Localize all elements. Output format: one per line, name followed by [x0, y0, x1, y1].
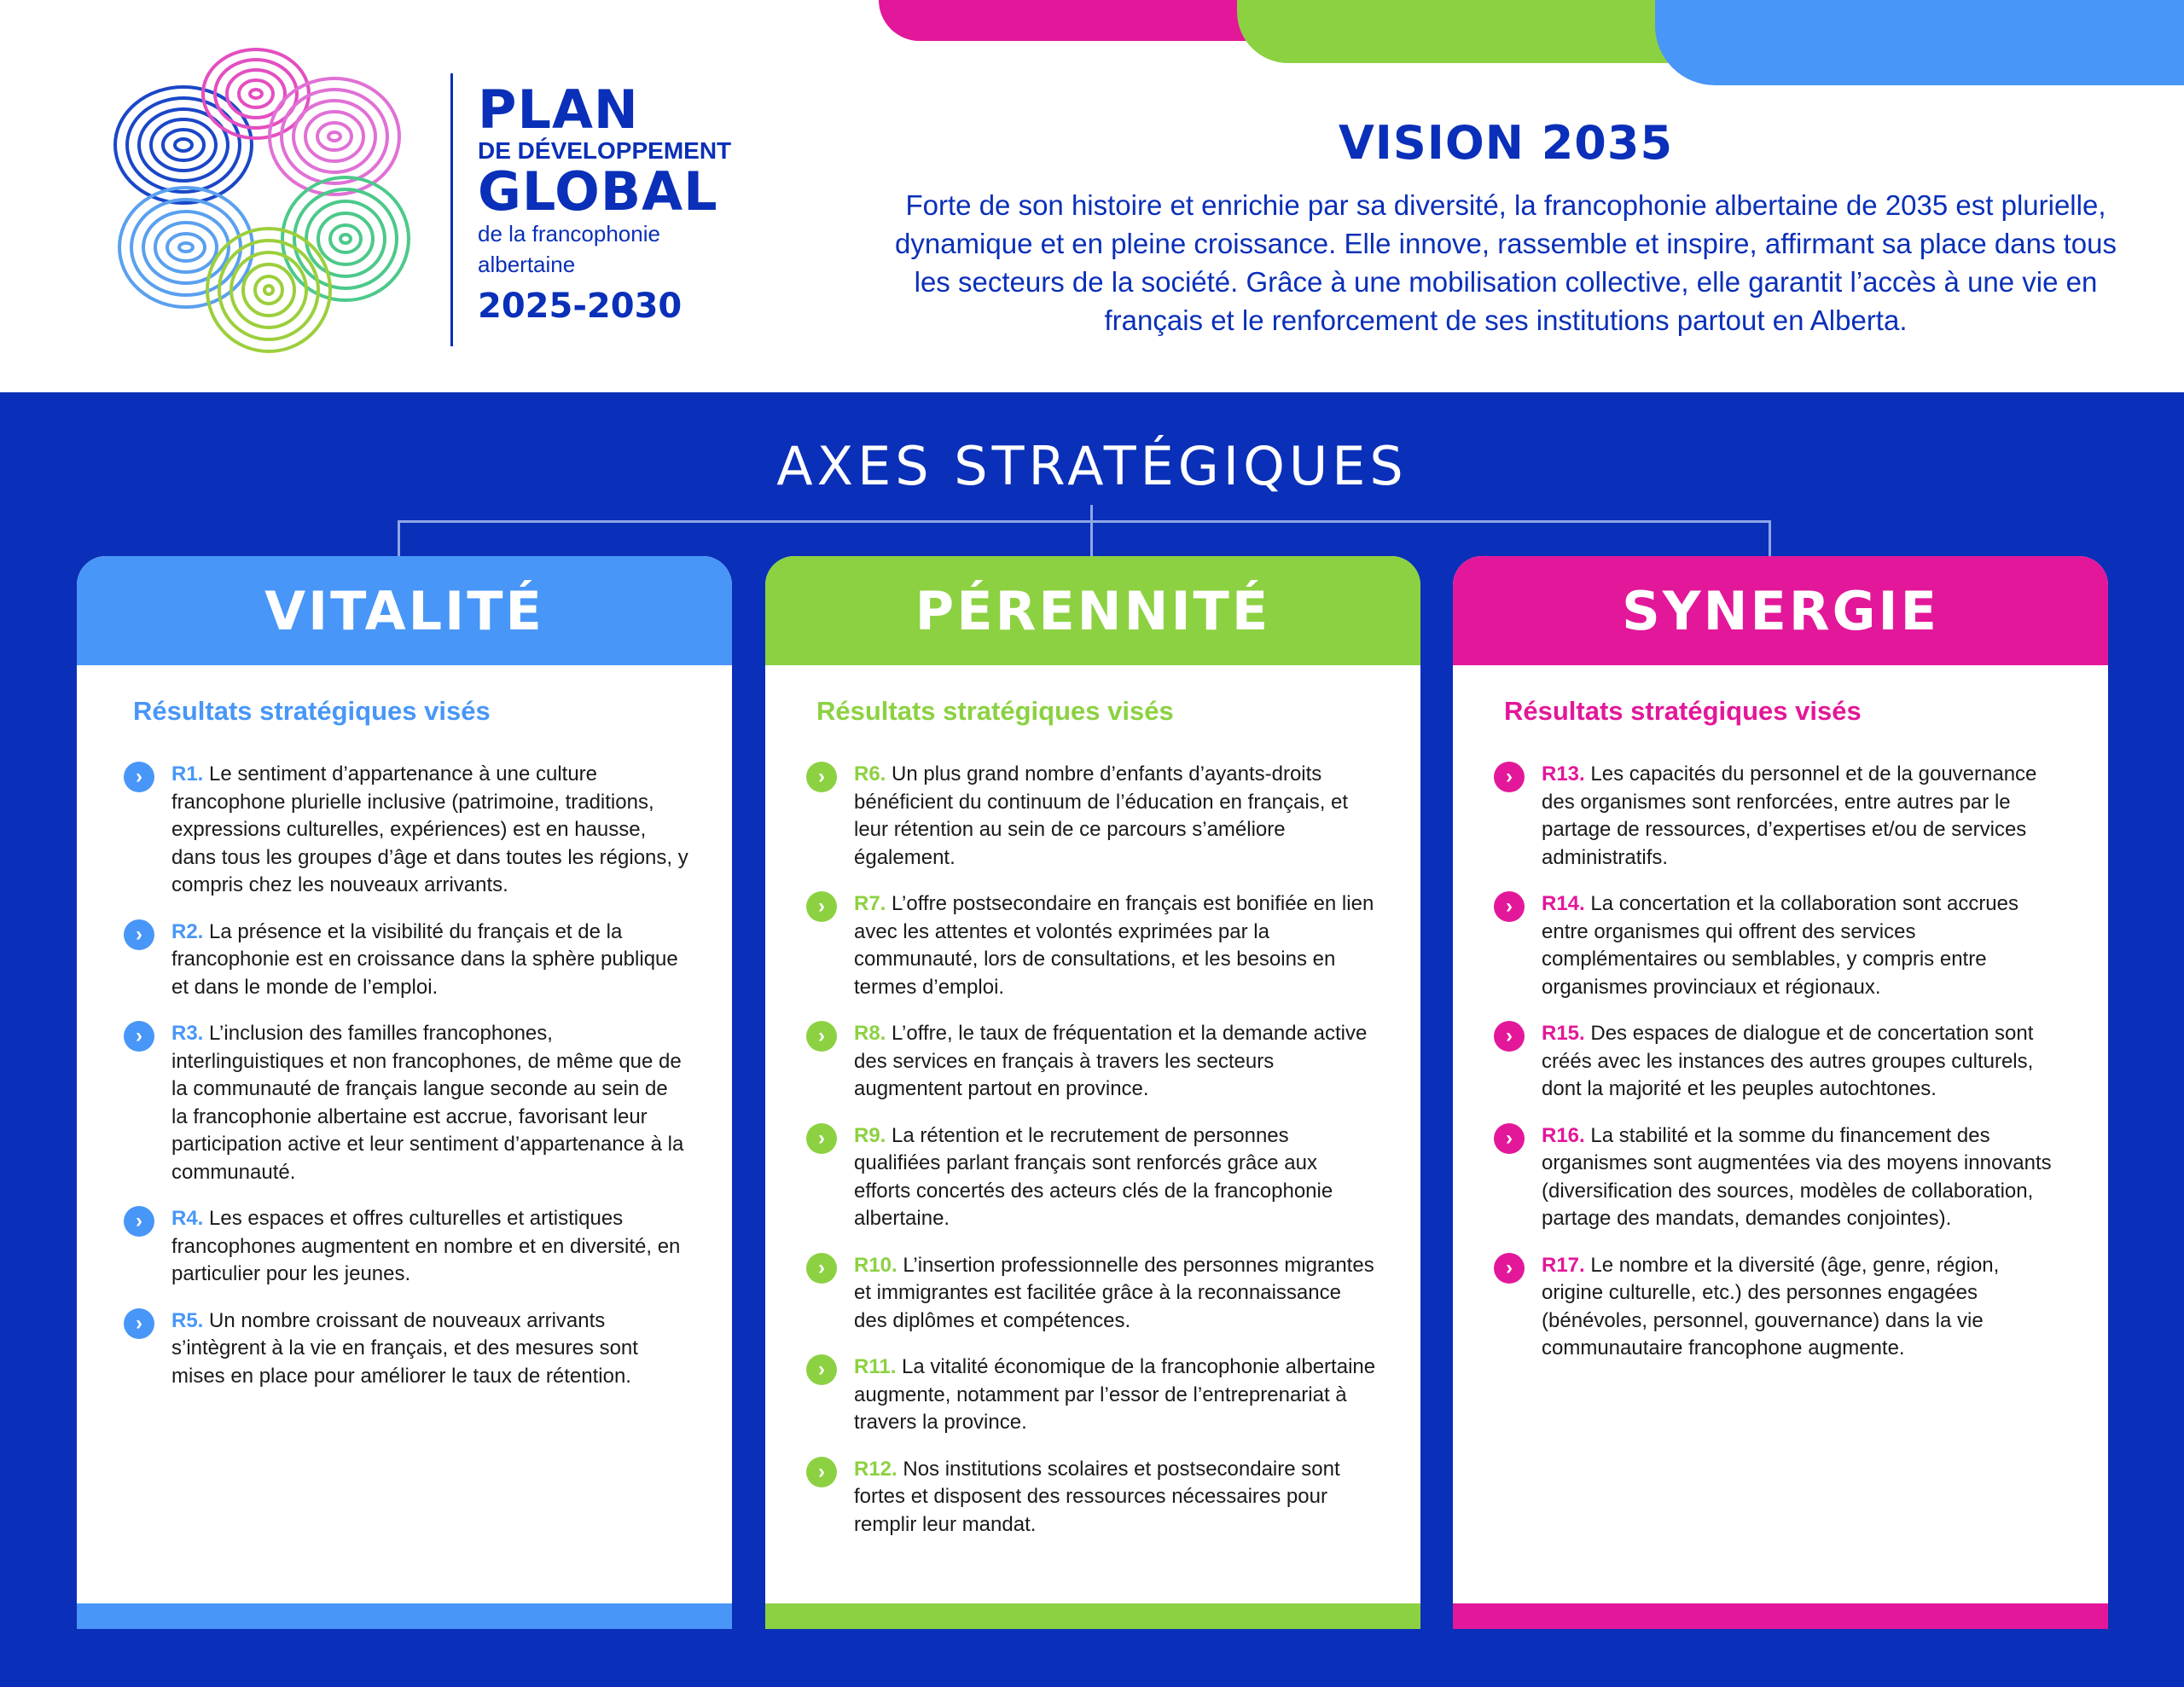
- result-code: R9.: [854, 1123, 886, 1147]
- card-perennite: [765, 556, 1420, 1629]
- chevron-right-icon: ›: [1494, 1253, 1525, 1284]
- result-text: Les capacités du personnel et de la gouvernance des organismes sont renforcées, entre autres par le partage de ressources, d’expertises et/ou de services administratifs.: [1542, 762, 2037, 869]
- result-text: La rétention et le recrutement de personnes qualifiées parlant français sont renforcés grâce aux efforts concertés des acteurs clés de la francophonie albertaine.: [854, 1123, 1333, 1230]
- card-title: SYNERGIE: [1453, 556, 2108, 665]
- connector-line: [1769, 520, 1771, 556]
- result-code: R5.: [171, 1308, 204, 1332]
- connector-line: [398, 520, 400, 556]
- result-code: R8.: [854, 1022, 886, 1045]
- chevron-right-icon: ›: [806, 891, 837, 922]
- list-item: [1494, 1252, 2065, 1363]
- result-code: R7.: [854, 892, 886, 915]
- result-text: Nos institutions scolaires et postsecondaire sont fortes et disposent des ressources nécessaires pour remplir leur mandat.: [854, 1457, 1340, 1536]
- result-text: L’inclusion des familles francophones, interlinguistiques et non francophones, de même que de la communauté de français langue seconde au sein de la francophonie albertaine est accrue, favorisant leur participation active et leur sentiment d’appartenance à la communauté.: [171, 1022, 684, 1184]
- plan-sub2: albertaine: [478, 252, 576, 277]
- list-item: [806, 1354, 1378, 1437]
- list-item: [124, 919, 689, 1002]
- card-footer-bar: [765, 1603, 1420, 1629]
- fingerprint-flower-logo-icon: [102, 43, 427, 358]
- result-text: La présence et la visibilité du français et de la francophonie est en croissance dans la sphère publique et dans le monde de l’emploi.: [171, 919, 678, 999]
- chevron-right-icon: ›: [1494, 762, 1525, 792]
- card-subtitle: Résultats stratégiques visés: [816, 696, 1174, 726]
- list-item: [124, 761, 689, 900]
- card-subtitle: Résultats stratégiques visés: [133, 696, 491, 726]
- chevron-right-icon: ›: [124, 1206, 154, 1237]
- result-code: R15.: [1542, 1022, 1585, 1045]
- result-text: La concertation et la collaboration sont accrues entre organismes qui offrent des services complémentaires ou semblables, y compris entre organismes provinciaux et régionaux.: [1542, 892, 2019, 999]
- list-item: [806, 1252, 1378, 1336]
- result-text: Un plus grand nombre d’enfants d’ayants-droits bénéficient du continuum de l’éducation en français, et leur rétention au sein de ce parcours s’améliore également.: [854, 762, 1349, 869]
- result-list: [806, 761, 1378, 1557]
- result-code: R17.: [1542, 1253, 1585, 1277]
- result-code: R6.: [854, 762, 886, 786]
- result-code: R3.: [171, 1022, 204, 1045]
- result-code: R10.: [854, 1253, 897, 1277]
- list-item: [806, 890, 1378, 1001]
- result-text: La stabilité et la somme du financement des organismes sont augmentées via des moyens innovants (diversification des sources, modèles de collaboration, partage des mandats, demandes conjointes).: [1542, 1123, 2052, 1230]
- chevron-right-icon: ›: [124, 1021, 154, 1052]
- result-text: Le sentiment d’appartenance à une culture francophone plurielle inclusive (patrimoine, traditions, expressions culturelles, expériences) est en hausse, dans tous les groupes d’âge et dans toutes les régions, y compris chez les nouveaux arrivants.: [171, 762, 688, 896]
- vision-title: VISION 2035: [1338, 116, 1674, 170]
- result-code: R13.: [1542, 762, 1585, 786]
- chevron-right-icon: ›: [806, 1253, 837, 1284]
- card-footer-bar: [1453, 1603, 2108, 1629]
- chevron-right-icon: ›: [806, 1354, 837, 1385]
- list-item: [124, 1020, 689, 1186]
- header-divider: [450, 73, 453, 346]
- chevron-right-icon: ›: [1494, 1123, 1525, 1154]
- list-item: [806, 761, 1378, 872]
- result-code: R2.: [171, 919, 204, 943]
- chevron-right-icon: ›: [124, 762, 154, 792]
- chevron-right-icon: ›: [806, 1457, 837, 1487]
- card-vitalite: [77, 556, 732, 1629]
- list-item: [1494, 890, 2065, 1001]
- plan-title-block: [478, 78, 732, 326]
- result-list: [124, 761, 689, 1409]
- result-text: Des espaces de dialogue et de concertation sont créés avec les instances des autres groupes culturels, dont la majorité et les peuples autochtones.: [1542, 1022, 2034, 1100]
- result-code: R1.: [171, 762, 204, 786]
- card-subtitle: Résultats stratégiques visés: [1504, 696, 1862, 726]
- result-text: La vitalité économique de la francophonie albertaine augmente, notamment par l’essor de l’entreprenariat à travers la province.: [854, 1355, 1376, 1434]
- result-text: Les espaces et offres culturelles et artistiques francophones augmentent en nombre et en diversité, en particulier pour les jeunes.: [171, 1207, 681, 1285]
- list-item: [806, 1456, 1378, 1539]
- chevron-right-icon: ›: [124, 1308, 154, 1339]
- connector-line: [1090, 505, 1093, 556]
- axes-title: AXES STRATÉGIQUES: [776, 435, 1408, 497]
- chevron-right-icon: ›: [124, 919, 154, 950]
- plan-dev: DE DÉVELOPPEMENT: [478, 137, 732, 164]
- card-synergie: [1453, 556, 2108, 1629]
- chevron-right-icon: ›: [806, 1021, 837, 1052]
- result-code: R14.: [1542, 892, 1585, 915]
- result-code: R16.: [1542, 1123, 1585, 1147]
- plan-years: 2025-2030: [478, 287, 682, 326]
- chevron-right-icon: ›: [1494, 891, 1525, 922]
- vision-text: Forte de son histoire et enrichie par sa diversité, la francophonie albertaine de 2035 est plurielle, dynamique et en pleine croissance. Elle innove, rassemble et inspire, affirmant sa place dans tous les secteurs de la société. Grâce à une mobilisation collective, elle garantit l’accès à une vie en français et le renforcement de ses institutions partout en Alberta.: [894, 189, 2117, 336]
- plan-word: PLAN: [478, 78, 639, 141]
- result-text: L’insertion professionnelle des personnes migrantes et immigrantes est facilitée grâce à la reconnaissance des diplômes et compétences.: [854, 1253, 1374, 1332]
- chevron-right-icon: ›: [806, 1123, 837, 1154]
- list-item: [806, 1122, 1378, 1233]
- chevron-right-icon: ›: [806, 762, 837, 792]
- card-title: PÉRENNITÉ: [765, 556, 1420, 665]
- plan-global: GLOBAL: [478, 160, 718, 223]
- list-item: [1494, 761, 2065, 872]
- chevron-right-icon: ›: [1494, 1021, 1525, 1052]
- connector-line: [398, 520, 1771, 523]
- result-code: R11.: [854, 1355, 897, 1378]
- list-item: [806, 1020, 1378, 1104]
- plan-sub1: de la francophonie: [478, 221, 660, 246]
- result-code: R12.: [854, 1457, 897, 1481]
- result-text: Un nombre croissant de nouveaux arrivants s’intègrent à la vie en français, et des mesures sont mises en place pour améliorer le taux de rétention.: [171, 1308, 638, 1388]
- result-text: L’offre postsecondaire en français est bonifiée en lien avec les attentes et volontés exprimées par la communauté, lors de consultations, et les besoins en termes d’emploi.: [854, 892, 1374, 999]
- list-item: [124, 1307, 689, 1391]
- list-item: [1494, 1122, 2065, 1233]
- card-title: VITALITÉ: [77, 556, 732, 665]
- header: [0, 0, 2184, 392]
- result-text: Le nombre et la diversité (âge, genre, région, origine culturelle, etc.) des personnes engagées (bénévoles, personnel, gouvernance) dans la vie communautaire francophone augmente.: [1542, 1253, 2000, 1359]
- result-code: R4.: [171, 1207, 204, 1230]
- list-item: [1494, 1020, 2065, 1104]
- result-list: [1494, 761, 2065, 1382]
- result-text: L’offre, le taux de fréquentation et la demande active des services en français à travers les secteurs augmentent partout en province.: [854, 1022, 1368, 1100]
- card-footer-bar: [77, 1603, 732, 1629]
- list-item: [124, 1205, 689, 1289]
